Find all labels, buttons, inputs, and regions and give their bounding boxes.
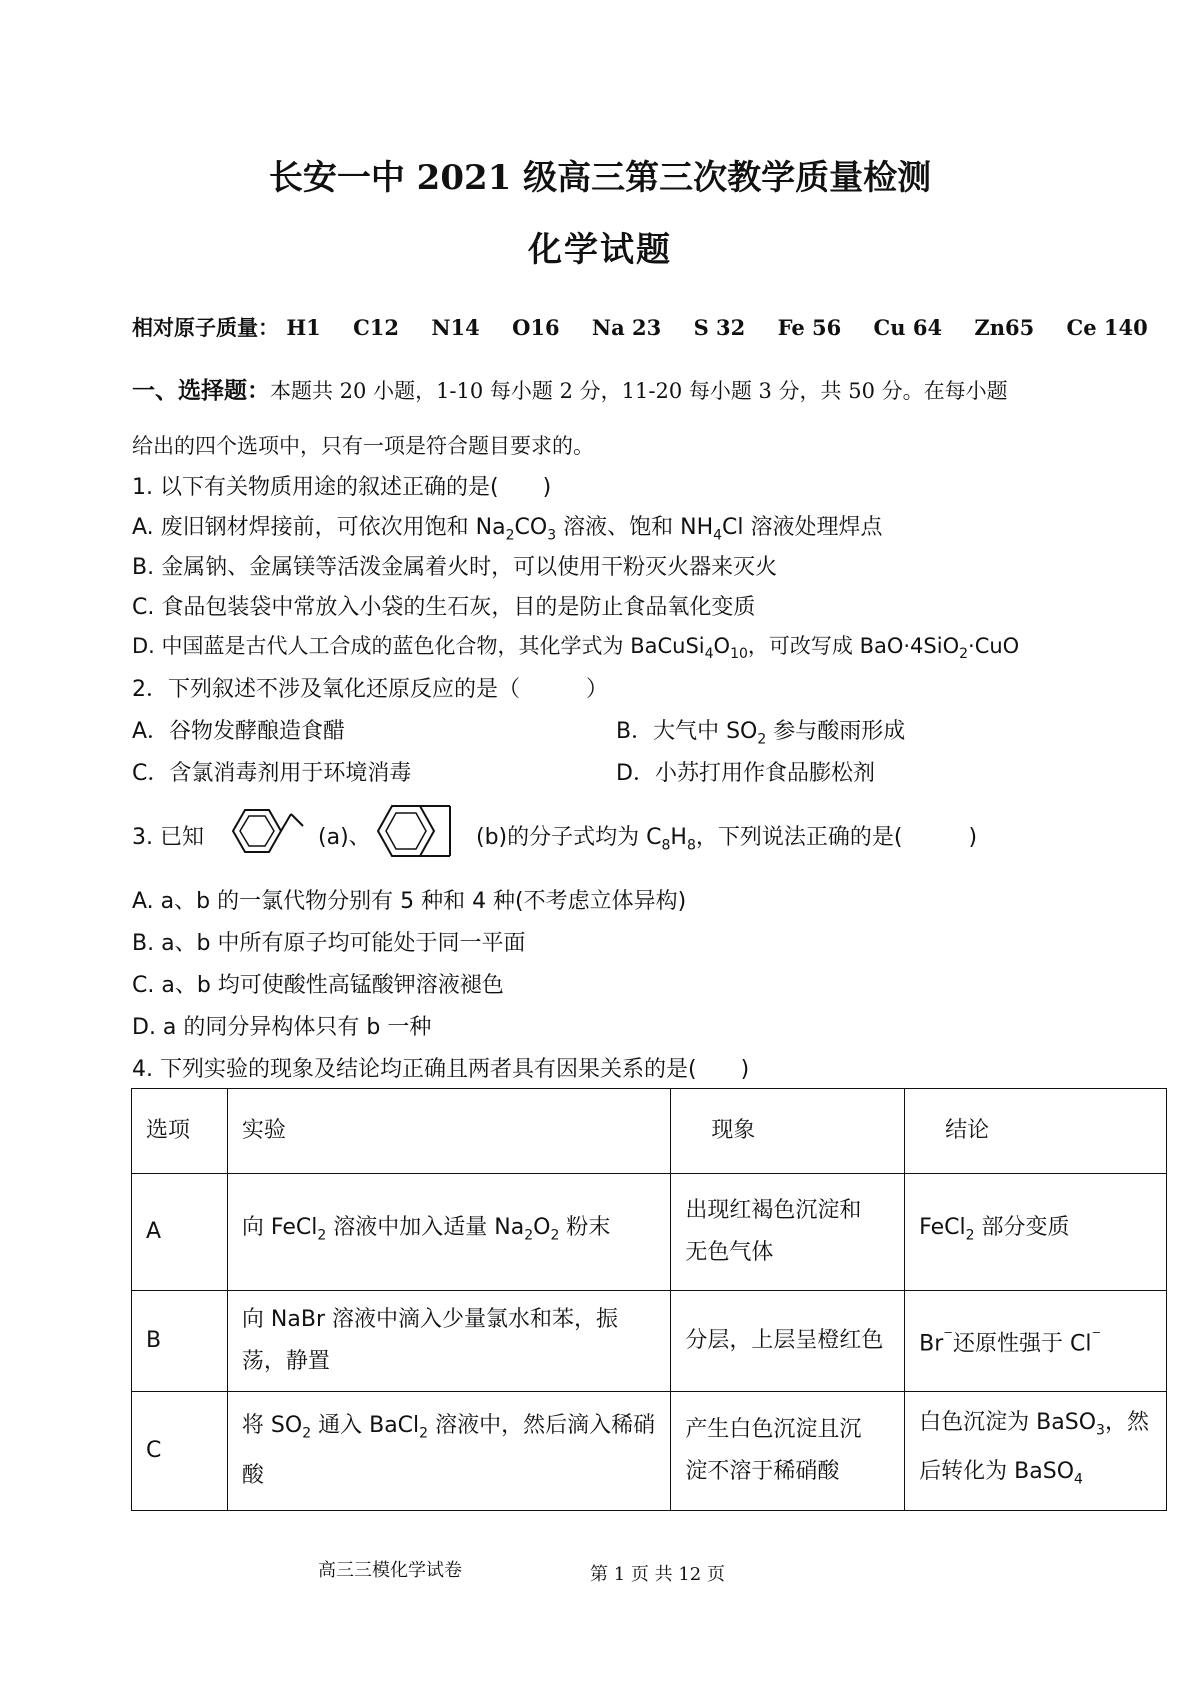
experiment-cell: 向 NaBr 溶液中滴入少量氯水和苯，振 荡，静置 (227, 1291, 670, 1392)
section-instructions (132, 372, 1008, 405)
experiment-cell: 向 FeCl$_2$ 溶液中加入适量 $Na_2O_2$ 粉末 (227, 1174, 670, 1291)
atomic-label: 相对原子质量： (132, 315, 279, 340)
section-heading: 一、选择题： (132, 378, 270, 404)
phenomenon-cell: 出现红褐色沉淀和 无色气体 (671, 1174, 905, 1291)
experiment-cell: 将 $SO_2$ 通入 BaCl$_2$ 溶液中，然后滴入稀硝 酸 (227, 1392, 670, 1511)
conclusion-cell: Br⁻还原性强于 Cl⁻ (905, 1291, 1167, 1392)
q2-option-d: D．小苏打用作食品膨松剂 (616, 761, 875, 786)
atomic-mass-item: Cu 64 (873, 315, 943, 340)
table-header-cell: 选项 (132, 1089, 228, 1174)
q3-option-d: D. a 的同分异构体只有 b 一种 (132, 1015, 432, 1040)
conclusion-cell: 白色沉淀为 BaSO$_3$，然 后转化为 BaSO$_4$ (905, 1392, 1167, 1511)
q3-option-b: B. a、b 中所有原子均可能处于同一平面 (132, 931, 526, 956)
q1-option-c: C. 食品包装袋中常放入小袋的生石灰，目的是防止食品氧化变质 (132, 595, 756, 620)
page-title: 长安一中 2021 级高三第三次教学质量检测 (268, 158, 932, 198)
q1-option-a: A. 废旧钢材焊接前，可依次用饱和 $Na_2CO_3$ 溶液、饱和 $NH_4Cl$ 溶液处理焊点 (132, 515, 883, 544)
phenomenon-cell: 分层，上层呈橙红色 (671, 1291, 905, 1392)
atomic-mass-item: Ce 140 (1066, 315, 1148, 340)
benzocyclobutene-structure (372, 790, 472, 872)
table-header-cell: 实验 (227, 1089, 670, 1174)
conclusion-cell: FeCl$_2$ 部分变质 (905, 1174, 1167, 1291)
section-desc-line1: 本题共 20 小题，1-10 每小题 2 分，11-20 每小题 3 分，共 50 分。在每小题 (270, 379, 1008, 403)
q2-option-a: A．谷物发酵酿造食醋 (132, 719, 346, 744)
q2-stem: 2．下列叙述不涉及氧化还原反应的是（ ） (132, 677, 608, 702)
footer-exam-name: 高三三模化学试卷 (318, 1560, 462, 1581)
q2-option-b: B．大气中 $SO_2$ 参与酸雨形成 (616, 719, 906, 748)
table-header-cell: 结论 (905, 1089, 1167, 1174)
experiment-table (131, 1088, 1167, 1511)
footer-page-number: 第 1 页 共 12 页 (590, 1564, 725, 1585)
phenomenon-cell: 产生白色沉淀且沉 淀不溶于稀硝酸 (671, 1392, 905, 1511)
table-row (132, 1392, 1167, 1511)
option-cell: B (132, 1291, 228, 1392)
table-header-row (132, 1089, 1167, 1174)
atomic-mass-item: C12 (353, 315, 400, 340)
atomic-mass-item: N14 (431, 315, 480, 340)
atomic-mass-item: O16 (512, 315, 560, 340)
q3-prefix: 3. 已知 (132, 825, 204, 850)
page-subtitle: 化学试题 (528, 230, 672, 270)
atomic-mass-item: Na 23 (591, 315, 662, 340)
table-header-cell: 现象 (671, 1089, 905, 1174)
q1-option-b: B. 金属钠、金属镁等活泼金属着火时，可以使用干粉灭火器来灭火 (132, 555, 778, 580)
q3-option-c: C. a、b 均可使酸性高锰酸钾溶液褪色 (132, 973, 504, 998)
atomic-mass-item: S 32 (693, 315, 746, 340)
option-cell: C (132, 1392, 228, 1511)
q4-stem: 4. 下列实验的现象及结论均正确且两者具有因果关系的是( ) (132, 1057, 750, 1082)
q2-option-c: C．含氯消毒剂用于环境消毒 (132, 761, 412, 786)
q3-label-a: (a)、 (318, 825, 371, 850)
q1-stem: 1. 以下有关物质用途的叙述正确的是( ) (132, 475, 552, 500)
atomic-mass-item: Fe 56 (777, 315, 842, 340)
q1-option-d: D. 中国蓝是古代人工合成的蓝色化合物，其化学式为 $BaCuSi_4O_{10}$，可改写成 BaO·4SiO$_2$·CuO (132, 634, 1020, 663)
styrene-structure (213, 796, 305, 866)
q3-option-a: A. a、b 的一氯代物分别有 5 种和 4 种(不考虑立体异构) (132, 889, 687, 914)
q3-label-b: (b)的分子式均为 $C_8H_8$，下列说法正确的是( ) (476, 825, 978, 854)
section-desc-line2: 给出的四个选项中，只有一项是符合题目要求的。 (132, 434, 594, 458)
atomic-masses (132, 312, 1173, 342)
atomic-mass-item: H1 (286, 315, 321, 340)
table-row (132, 1291, 1167, 1392)
atomic-mass-item: Zn65 (974, 315, 1035, 340)
table-row (132, 1174, 1167, 1291)
option-cell: A (132, 1174, 228, 1291)
